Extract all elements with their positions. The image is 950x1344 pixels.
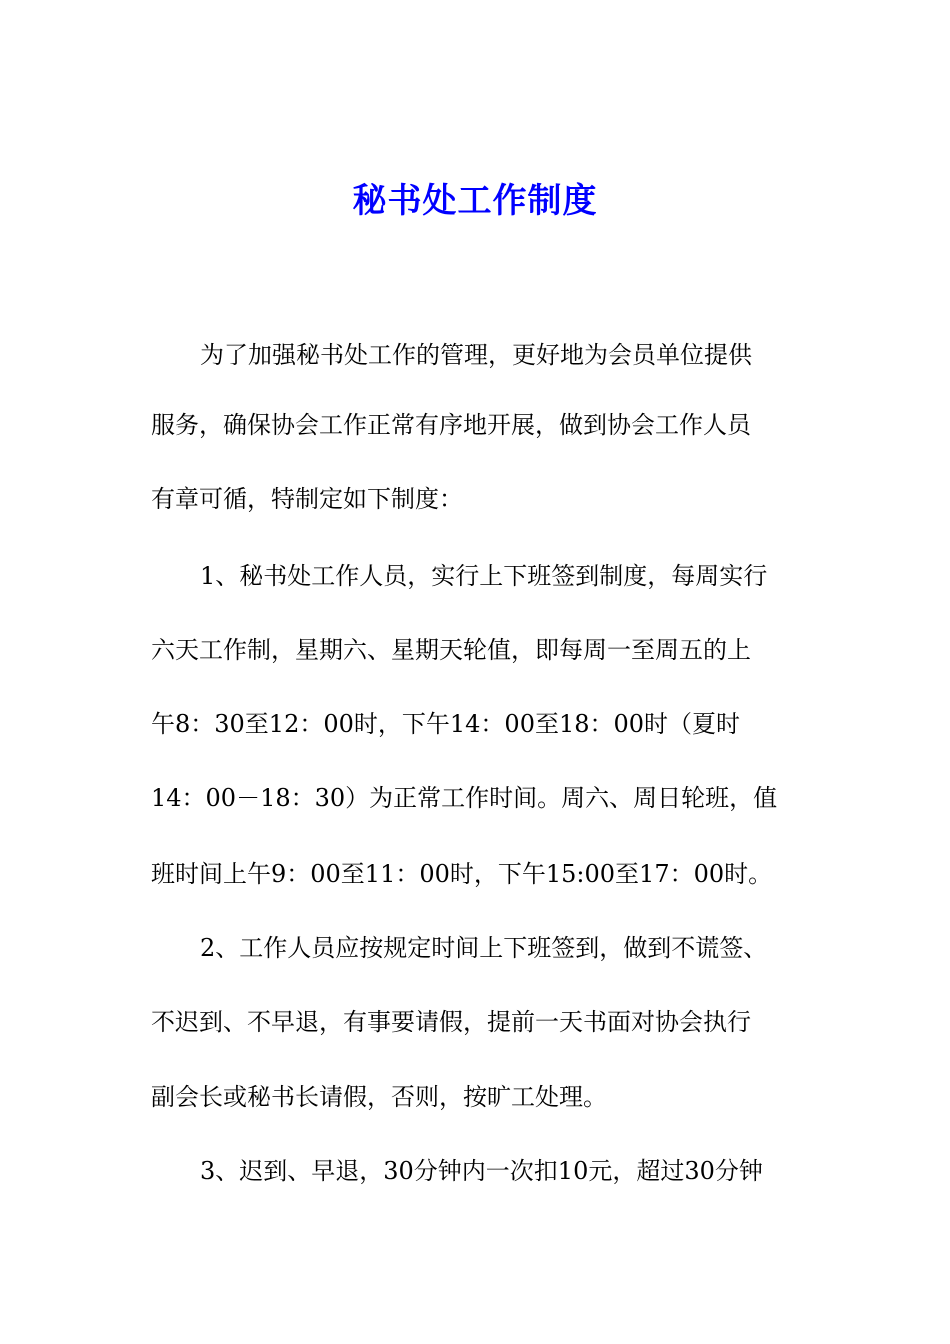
paragraph-line: 六天工作制，星期六、星期天轮值，即每周一至周五的上 [151,636,751,664]
paragraph-line: 副会长或秘书长请假，否则，按旷工处理。 [151,1083,607,1111]
document-title: 秘书处工作制度 [352,181,598,221]
paragraph-line: 2、工作人员应按规定时间上下班签到，做到不谎签、 [200,934,768,962]
paragraph-line: 1、秘书处工作人员，实行上下班签到制度，每周实行 [200,562,768,590]
paragraph-line: 有章可循，特制定如下制度： [151,485,463,513]
paragraph-line: 午8：30至12：00时，下午14：00至18：00时（夏时 [151,710,741,738]
paragraph-line: 班时间上午9：00至11：00时，下午15:00至17：00时。 [151,860,773,888]
paragraph-line: 服务，确保协会工作正常有序地开展，做到协会工作人员 [151,411,751,439]
paragraph-line: 不迟到、不早退，有事要请假，提前一天书面对协会执行 [151,1008,751,1036]
paragraph-line: 为了加强秘书处工作的管理，更好地为会员单位提供 [200,341,752,369]
paragraph-line: 3、迟到、早退，30分钟内一次扣10元，超过30分钟 [200,1157,763,1185]
paragraph-line: 14：00－18：30）为正常工作时间。周六、周日轮班，值 [151,784,778,812]
